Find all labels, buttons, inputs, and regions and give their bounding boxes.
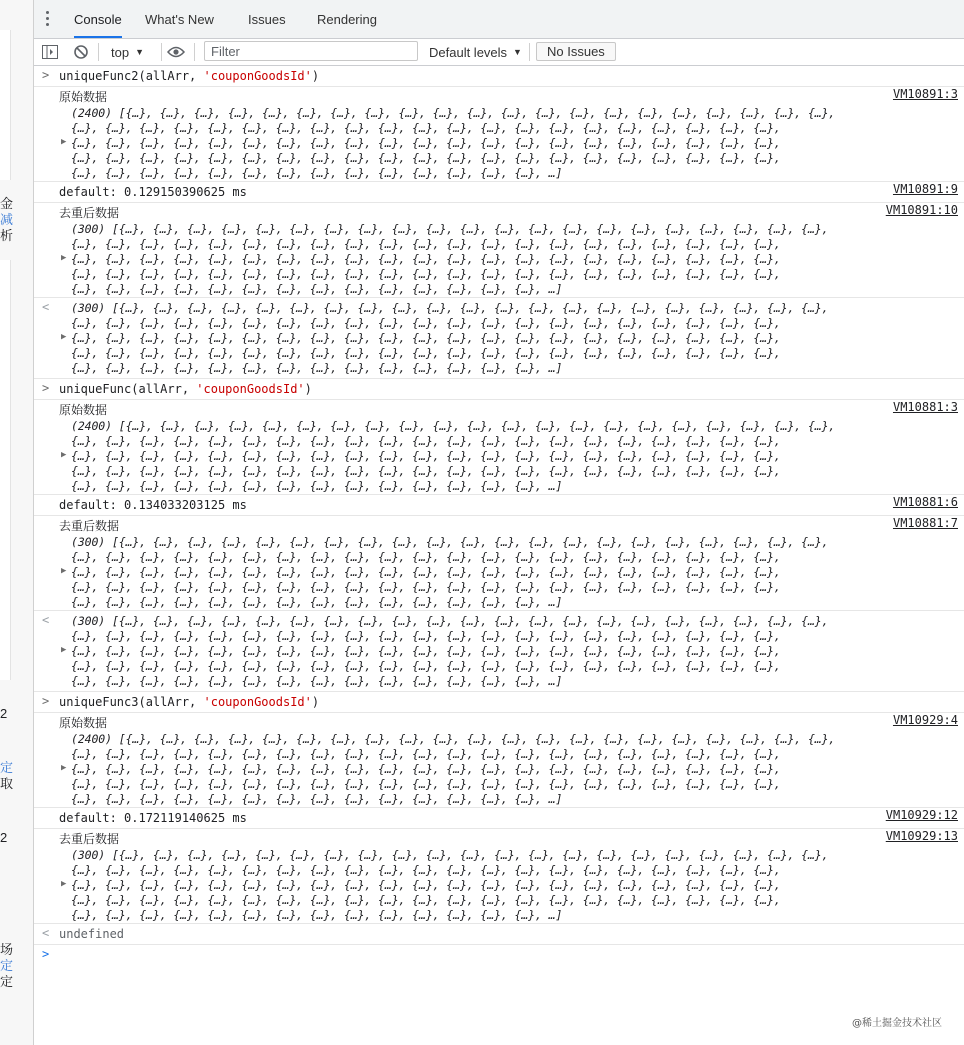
context-selector[interactable] [111,39,144,65]
array-preview-line: {…}, {…}, {…}, {…}, {…}, {…}, {…}, {…}, {…}, {…}, {…}, {…}, {…}, {…}, {…}, {…}, {…}, {…}, {…}, {…}, {…}, [71,878,781,892]
console-command [34,379,964,399]
log-message [34,713,964,807]
tab-whats-new[interactable]: What's New [145,12,214,27]
console-log-row [34,400,964,495]
console-toolbar [34,39,964,66]
page-card [0,30,11,180]
array-preview-line: {…}, {…}, {…}, {…}, {…}, {…}, {…}, {…}, {…}, {…}, {…}, {…}, {…}, {…}, {…}, {…}, {…}, {…}, {…}, {…}, {…}, [71,629,781,643]
array-preview[interactable] [59,732,964,807]
array-preview-line: (300) [{…}, {…}, {…}, {…}, {…}, {…}, {…}, {…}, {…}, {…}, {…}, {…}, {…}, {…}, {…}, {…}, {…}, {…}, {…}, {…}, {…}, [71,614,829,628]
log-message [34,87,964,181]
console-input-row [34,66,964,87]
source-link[interactable]: VM10881:7 [892,516,958,530]
array-preview-line: (300) [{…}, {…}, {…}, {…}, {…}, {…}, {…}, {…}, {…}, {…}, {…}, {…}, {…}, {…}, {…}, {…}, {…}, {…}, {…}, {…}, {…}, [71,301,829,315]
disclosure-triangle-icon[interactable]: ▶ [61,450,67,460]
log-levels-label: Default levels [429,44,508,60]
source-link[interactable]: VM10891:10 [885,203,958,217]
array-preview-line: {…}, {…}, {…}, {…}, {…}, {…}, {…}, {…}, {…}, {…}, {…}, {…}, {…}, {…}, {…}, {…}, {…}, {…}, {…}, {…}, {…}, [71,893,781,907]
log-label: 原始数据 [59,90,108,104]
command-text: ) [311,69,320,83]
console-result-row [34,924,964,945]
array-preview-line: {…}, {…}, {…}, {…}, {…}, {…}, {…}, {…}, {…}, {…}, {…}, {…}, {…}, {…}, …] [71,908,563,922]
chevron-down-icon: ▼ [513,47,522,57]
array-preview-line: {…}, {…}, {…}, {…}, {…}, {…}, {…}, {…}, {…}, {…}, {…}, {…}, {…}, {…}, …] [71,792,563,806]
array-preview[interactable] [59,222,964,297]
page-link-fragment[interactable]: 定 [0,760,14,775]
page-text-fragment: 金 [0,196,14,211]
log-message [34,203,964,297]
input-prompt-icon: > [42,694,50,708]
array-preview-line: {…}, {…}, {…}, {…}, {…}, {…}, {…}, {…}, {…}, {…}, {…}, {…}, {…}, {…}, {…}, {…}, {…}, {…}, {…}, {…}, {…}, [71,316,781,330]
console-log-row [34,808,964,829]
console-log-row [34,87,964,182]
page-text-fragment: 定 [0,974,14,989]
log-timing-text: default: 0.134033203125 ms [59,498,247,512]
disclosure-triangle-icon[interactable]: ▶ [61,763,67,773]
no-issues-button[interactable]: No Issues [536,42,616,61]
console-result-row [34,611,964,692]
array-preview[interactable] [59,301,964,376]
array-preview-line: (300) [{…}, {…}, {…}, {…}, {…}, {…}, {…}, {…}, {…}, {…}, {…}, {…}, {…}, {…}, {…}, {…}, {…}, {…}, {…}, {…}, {…}, [71,848,829,862]
array-preview-line: {…}, {…}, {…}, {…}, {…}, {…}, {…}, {…}, {…}, {…}, {…}, {…}, {…}, {…}, …] [71,479,563,493]
array-preview-line: {…}, {…}, {…}, {…}, {…}, {…}, {…}, {…}, {…}, {…}, {…}, {…}, {…}, {…}, …] [71,595,563,609]
input-prompt-icon: > [42,68,50,82]
console-log-row [34,203,964,298]
array-preview-line: {…}, {…}, {…}, {…}, {…}, {…}, {…}, {…}, {…}, {…}, {…}, {…}, {…}, {…}, {…}, {…}, {…}, {…}, {…}, {…}, {…}, [71,346,781,360]
array-preview-line: (2400) [{…}, {…}, {…}, {…}, {…}, {…}, {…}, {…}, {…}, {…}, {…}, {…}, {…}, {…}, {…}, {…}, {…}, {…}, {…}, {…}, {…}, [71,732,836,746]
array-preview-line: {…}, {…}, {…}, {…}, {…}, {…}, {…}, {…}, {…}, {…}, {…}, {…}, {…}, {…}, {…}, {…}, {…}, {…}, {…}, {…}, {…}, [71,747,781,761]
array-preview-line: (300) [{…}, {…}, {…}, {…}, {…}, {…}, {…}, {…}, {…}, {…}, {…}, {…}, {…}, {…}, {…}, {…}, {…}, {…}, {…}, {…}, {…}, [71,535,829,549]
array-preview[interactable] [59,848,964,923]
chevron-down-icon: ▼ [135,47,144,57]
source-link[interactable]: VM10929:12 [885,808,958,822]
disclosure-triangle-icon[interactable]: ▶ [61,645,67,655]
filter-input[interactable] [204,41,418,61]
page-text-fragment: 析 [0,228,14,243]
array-preview-line: {…}, {…}, {…}, {…}, {…}, {…}, {…}, {…}, {…}, {…}, {…}, {…}, {…}, {…}, {…}, {…}, {…}, {…}, {…}, {…}, {…}, [71,580,781,594]
array-preview-line: (2400) [{…}, {…}, {…}, {…}, {…}, {…}, {…}, {…}, {…}, {…}, {…}, {…}, {…}, {…}, {…}, {…}, {…}, {…}, {…}, {…}, {…}, [71,419,836,433]
array-preview[interactable] [59,106,964,181]
result-return-icon: < [42,300,50,314]
disclosure-triangle-icon[interactable]: ▶ [61,253,67,263]
array-preview-line: {…}, {…}, {…}, {…}, {…}, {…}, {…}, {…}, {…}, {…}, {…}, {…}, {…}, {…}, {…}, {…}, {…}, {…}, {…}, {…}, {…}, [71,434,781,448]
disclosure-triangle-icon[interactable]: ▶ [61,332,67,342]
console-prompt[interactable] [34,945,964,965]
command-text: uniqueFunc(allArr, [59,382,197,396]
array-preview-line: {…}, {…}, {…}, {…}, {…}, {…}, {…}, {…}, {…}, {…}, {…}, {…}, {…}, {…}, …] [71,674,563,688]
page-text-fragment: 场 [0,942,14,957]
console-log-row [34,182,964,203]
command-text: uniqueFunc3(allArr, [59,695,204,709]
console-log-row [34,495,964,516]
log-label: 原始数据 [59,716,108,730]
source-link[interactable]: VM10891:3 [892,87,958,101]
devtools-tabbar [34,0,964,39]
result-value [34,611,964,691]
array-preview-line: {…}, {…}, {…}, {…}, {…}, {…}, {…}, {…}, {…}, {…}, {…}, {…}, {…}, {…}, {…}, {…}, {…}, {…}, {…}, {…}, {…}, [71,449,781,463]
array-preview-line: {…}, {…}, {…}, {…}, {…}, {…}, {…}, {…}, {…}, {…}, {…}, {…}, {…}, {…}, {…}, {…}, {…}, {…}, {…}, {…}, {…}, [71,659,781,673]
log-message [34,400,964,494]
array-preview-line: {…}, {…}, {…}, {…}, {…}, {…}, {…}, {…}, {…}, {…}, {…}, {…}, {…}, {…}, {…}, {…}, {…}, {…}, {…}, {…}, {…}, [71,863,781,877]
command-string-arg: 'couponGoodsId' [196,382,305,396]
result-return-icon: < [42,926,50,940]
array-preview-line: {…}, {…}, {…}, {…}, {…}, {…}, {…}, {…}, {…}, {…}, {…}, {…}, {…}, {…}, …] [71,166,563,180]
log-timing-text: default: 0.172119140625 ms [59,811,247,825]
source-link[interactable]: VM10881:6 [892,495,958,509]
array-preview[interactable] [59,419,964,494]
tab-console[interactable]: Console [74,0,122,38]
live-expression-eye-icon[interactable] [167,39,185,65]
disclosure-triangle-icon[interactable]: ▶ [61,137,67,147]
array-preview-line: {…}, {…}, {…}, {…}, {…}, {…}, {…}, {…}, {…}, {…}, {…}, {…}, {…}, {…}, {…}, {…}, {…}, {…}, {…}, {…}, {…}, [71,565,781,579]
log-label: 去重后数据 [59,519,120,533]
result-value [34,298,964,378]
array-preview-line: {…}, {…}, {…}, {…}, {…}, {…}, {…}, {…}, {…}, {…}, {…}, {…}, {…}, {…}, {…}, {…}, {…}, {…}, {…}, {…}, {…}, [71,644,781,658]
array-preview-line: {…}, {…}, {…}, {…}, {…}, {…}, {…}, {…}, {…}, {…}, {…}, {…}, {…}, {…}, …] [71,282,563,296]
array-preview-line: (2400) [{…}, {…}, {…}, {…}, {…}, {…}, {…}, {…}, {…}, {…}, {…}, {…}, {…}, {…}, {…}, {…}, {…}, {…}, {…}, {…}, {…}, [71,106,836,120]
array-preview-line: {…}, {…}, {…}, {…}, {…}, {…}, {…}, {…}, {…}, {…}, {…}, {…}, {…}, {…}, {…}, {…}, {…}, {…}, {…}, {…}, {…}, [71,762,781,776]
array-preview-line: {…}, {…}, {…}, {…}, {…}, {…}, {…}, {…}, {…}, {…}, {…}, {…}, {…}, {…}, …] [71,361,563,375]
array-preview-line: {…}, {…}, {…}, {…}, {…}, {…}, {…}, {…}, {…}, {…}, {…}, {…}, {…}, {…}, {…}, {…}, {…}, {…}, {…}, {…}, {…}, [71,252,781,266]
page-link-fragment[interactable]: 定 [0,958,14,973]
command-text: uniqueFunc2(allArr, [59,69,204,83]
array-preview-line: {…}, {…}, {…}, {…}, {…}, {…}, {…}, {…}, {…}, {…}, {…}, {…}, {…}, {…}, {…}, {…}, {…}, {…}, {…}, {…}, {…}, [71,121,781,135]
log-message [34,182,964,202]
watermark: @稀土掘金技术社区 [852,1018,942,1029]
log-message [34,495,964,515]
console-input-row [34,379,964,400]
console-command [34,66,964,86]
result-undefined: undefined [59,927,125,941]
page-text-fragment: 2 [0,830,8,845]
tab-rendering[interactable]: Rendering [317,12,377,27]
source-link[interactable]: VM10891:9 [892,182,958,196]
console-input[interactable] [34,945,964,965]
array-preview-line: {…}, {…}, {…}, {…}, {…}, {…}, {…}, {…}, {…}, {…}, {…}, {…}, {…}, {…}, {…}, {…}, {…}, {…}, {…}, {…}, {…}, [71,550,781,564]
array-preview-line: {…}, {…}, {…}, {…}, {…}, {…}, {…}, {…}, {…}, {…}, {…}, {…}, {…}, {…}, {…}, {…}, {…}, {…}, {…}, {…}, {…}, [71,267,781,281]
page-content-sliver [0,0,34,1045]
disclosure-triangle-icon[interactable]: ▶ [61,879,67,889]
command-text: ) [311,695,320,709]
console-command [34,692,964,712]
page-card [0,260,11,680]
command-text: ) [304,382,312,396]
sidebar-toggle-icon[interactable] [42,39,58,65]
array-preview[interactable] [59,535,964,610]
more-tabs-icon[interactable] [46,11,50,29]
log-label: 去重后数据 [59,832,120,846]
log-label: 原始数据 [59,403,108,417]
array-preview-line: {…}, {…}, {…}, {…}, {…}, {…}, {…}, {…}, {…}, {…}, {…}, {…}, {…}, {…}, {…}, {…}, {…}, {…}, {…}, {…}, {…}, [71,331,781,345]
tab-issues[interactable]: Issues [248,12,286,27]
source-link[interactable]: VM10929:13 [885,829,958,843]
context-value: top [111,44,130,60]
prompt-caret-icon: > [42,947,50,961]
result-return-icon: < [42,613,50,627]
command-string-arg: 'couponGoodsId' [203,69,312,83]
devtools-panel [34,0,964,1045]
array-preview-line: {…}, {…}, {…}, {…}, {…}, {…}, {…}, {…}, {…}, {…}, {…}, {…}, {…}, {…}, {…}, {…}, {…}, {…}, {…}, {…}, {…}, [71,237,781,251]
array-preview-line: {…}, {…}, {…}, {…}, {…}, {…}, {…}, {…}, {…}, {…}, {…}, {…}, {…}, {…}, {…}, {…}, {…}, {…}, {…}, {…}, {…}, [71,151,781,165]
console-input-row [34,692,964,713]
array-preview[interactable] [59,614,964,689]
console-log-row [34,829,964,924]
input-prompt-icon: > [42,381,50,395]
clear-console-icon[interactable] [74,39,88,65]
disclosure-triangle-icon[interactable]: ▶ [61,566,67,576]
page-text-fragment: 2 [0,706,8,721]
page-link-fragment[interactable]: 减 [0,212,14,227]
log-message [34,516,964,610]
source-link[interactable]: VM10929:4 [892,713,958,727]
array-preview-line: {…}, {…}, {…}, {…}, {…}, {…}, {…}, {…}, {…}, {…}, {…}, {…}, {…}, {…}, {…}, {…}, {…}, {…}, {…}, {…}, {…}, [71,464,781,478]
source-link[interactable]: VM10881:3 [892,400,958,414]
array-preview-line: {…}, {…}, {…}, {…}, {…}, {…}, {…}, {…}, {…}, {…}, {…}, {…}, {…}, {…}, {…}, {…}, {…}, {…}, {…}, {…}, {…}, [71,136,781,150]
array-preview-line: {…}, {…}, {…}, {…}, {…}, {…}, {…}, {…}, {…}, {…}, {…}, {…}, {…}, {…}, {…}, {…}, {…}, {…}, {…}, {…}, {…}, [71,777,781,791]
console-log-row [34,516,964,611]
console-result-row [34,298,964,379]
log-levels-dropdown[interactable] [429,39,522,65]
console-log-row [34,713,964,808]
log-timing-text: default: 0.129150390625 ms [59,185,247,199]
array-preview-line: (300) [{…}, {…}, {…}, {…}, {…}, {…}, {…}, {…}, {…}, {…}, {…}, {…}, {…}, {…}, {…}, {…}, {…}, {…}, {…}, {…}, {…}, [71,222,829,236]
page-text-fragment: 取 [0,776,14,791]
command-string-arg: 'couponGoodsId' [203,695,312,709]
log-label: 去重后数据 [59,206,120,220]
log-message [34,829,964,923]
log-message [34,808,964,828]
console-output [34,66,964,965]
